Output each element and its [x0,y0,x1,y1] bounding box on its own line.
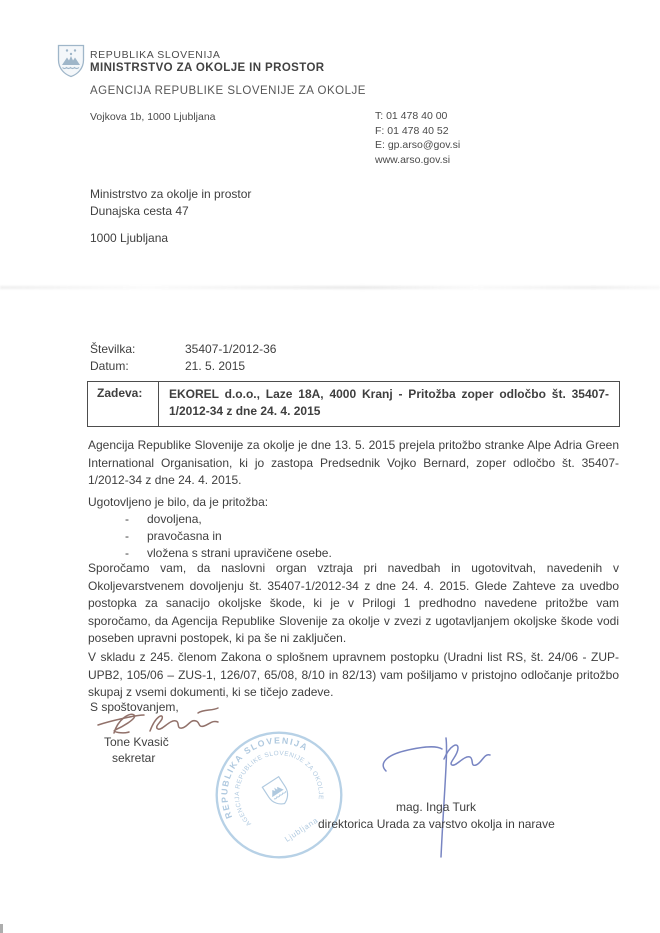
contact-phone: T: 01 478 40 00 [375,110,448,122]
stamp-city-text: Ljubljana [283,815,320,844]
header-ministry: MINISTRSTVO ZA OKOLJE IN PROSTOR [90,62,325,74]
contact-website: www.arso.gov.si [375,153,451,166]
handwritten-signature-right [378,733,538,863]
date-value: 21. 5. 2015 [185,359,246,373]
date-label: Datum: [90,359,129,373]
closing-salutation: S spoštovanjem, [90,700,179,714]
list-item [88,512,619,529]
contact-fax: F: 01 478 40 52 [375,124,449,137]
slovenia-coat-of-arms-icon [57,44,85,78]
recipient-name: Ministrstvo za okolje in prostor [90,187,252,201]
finding-1: dovoljena, [147,512,202,526]
finding-3: vložena s strani upravičene osebe. [147,546,332,560]
subject-box [87,381,620,427]
list-dash-marker: - [125,546,129,560]
header-republic: REPUBLIKA SLOVENIJA [90,49,221,61]
scan-fold-artifact [0,286,660,289]
list-dash-marker: - [125,529,129,543]
recipient-city: 1000 Ljubljana [90,231,169,245]
official-round-stamp [206,722,352,868]
signer-left-title: sekretar [112,751,156,765]
subject-label: Zadeva: [88,382,159,426]
scan-corner-artifact [0,924,3,933]
subject-text: EKOREL d.o.o., Laze 18A, 4000 Kranj - Pritožba zoper odločbo št. 35407-1/2012-34 z dne 24. 4. 2015 [169,387,609,418]
list-item [88,529,619,546]
stamp-ring-inner-text: AGENCIJA REPUBLIKE SLOVENIJE ZA OKOLJE [234,750,324,828]
recipient-street: Dunajska cesta 47 [90,204,189,218]
ref-number-value: 35407-1/2012-36 [185,342,277,356]
signer-left-name: Tone Kvasič [104,735,169,749]
contact-email: E: gp.arso@gov.si [375,139,461,151]
findings-intro: Ugotovljeno je bilo, da je pritožba: [88,495,269,509]
header-street-address: Vojkova 1b, 1000 Ljubljana [90,111,216,123]
stamp-ring-outer-text: REPUBLIKA SLOVENIJA [219,735,311,821]
signer-right-name: mag. Inga Turk [396,800,477,814]
body-paragraph-3: V skladu z 245. členom Zakona o splošnem upravnem postopku (Uradni list RS, št. 24/06 - ZUP-UPB2, 105/06 – ZUS-1, 126/07, 65/08, 8/10 in 82/13) vam pošiljamo v pristojno odločanje pritožbo skupaj z vsemi dokumenti, ki se tičejo zadeve. [88,650,619,700]
body-paragraph-2: Sporočamo vam, da naslovni organ vztraja pri navedbah in ugotovitvah, navedenih v Okoljevarstvenem dovoljenju št. 35407-1/2012-34 z dne 24. 4. 2015. Glede Zahteve za uvedbo postopka za sanacijo okoljske škode, ki je v Prilogi 1 predhodno navedene pritožbe vam sporočamo, da Agencija Republike Slovenije za okolje v zvezi z ugotavljanjem okoljske škode vodi poseben upravni postopek, ki pa še ni zaključen. [88,561,619,646]
header-contact-block [375,109,460,167]
ref-number-label: Številka: [90,342,136,356]
signer-right-title: direktorica Urada za varstvo okolja in narave [318,817,555,831]
finding-2: pravočasna in [147,529,222,543]
body-paragraph-1: Agencija Republike Slovenije za okolje je dne 13. 5. 2015 prejela pritožbo stranke Alpe Adria Green International Organisation, ki jo zastopa Predsednik Vojko Bernard, zoper odločbo št. 35407-1/2012-34 z dne 24. 4. 2015. [88,438,619,488]
list-dash-marker: - [125,512,129,526]
header-agency: AGENCIJA REPUBLIKE SLOVENIJE ZA OKOLJE [90,85,366,97]
